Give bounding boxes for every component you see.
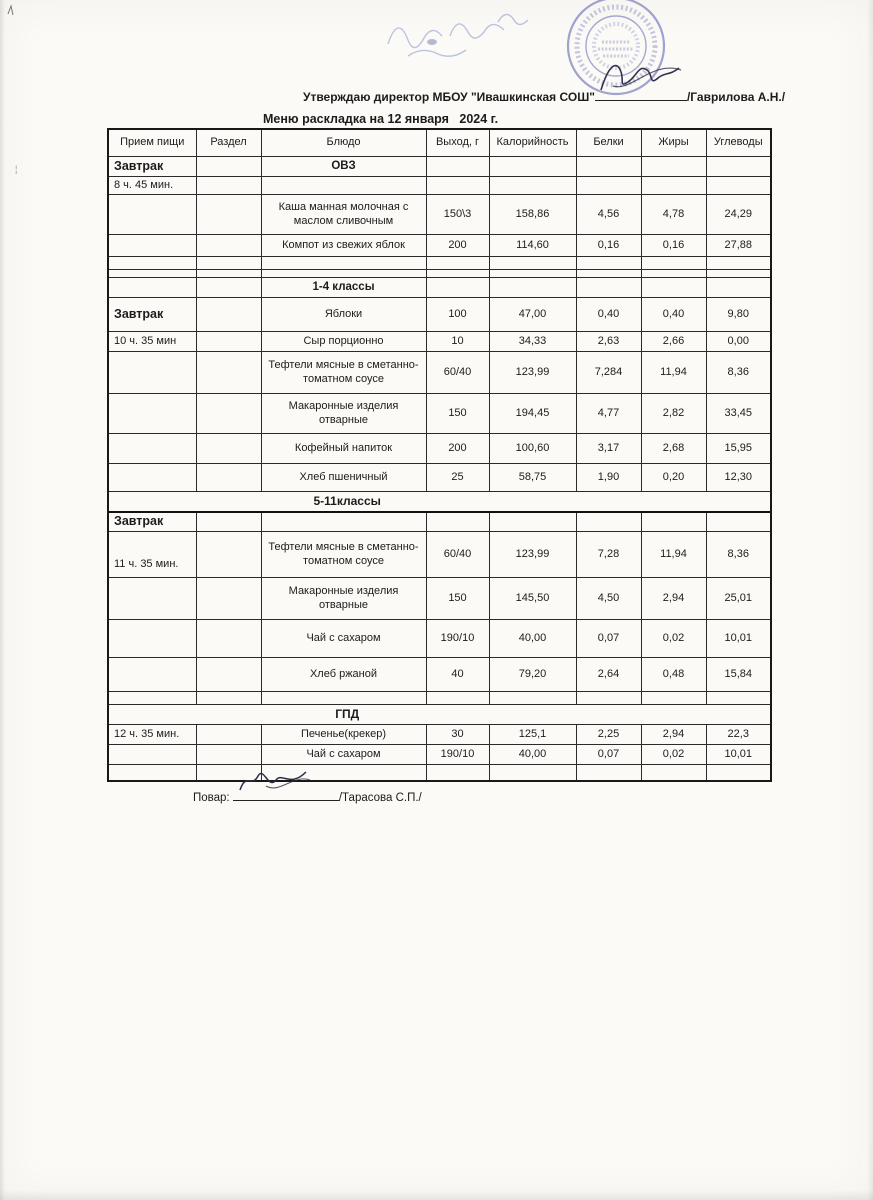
table-cell: Хлеб ржаной: [261, 658, 426, 692]
table-cell: 11,94: [641, 352, 706, 394]
table-cell: 33,45: [706, 394, 771, 434]
table-cell: 40: [426, 658, 489, 692]
table-cell: [489, 278, 576, 298]
table-cell: [196, 434, 261, 464]
table-cell: 12,30: [706, 464, 771, 492]
table-cell: Каша манная молочная с маслом сливочным: [261, 195, 426, 235]
table-cell: [576, 512, 641, 532]
cook-line: [193, 788, 422, 804]
table-cell: 2,63: [576, 332, 641, 352]
table-cell: [196, 692, 261, 705]
table-cell: [108, 464, 196, 492]
table-cell: [196, 195, 261, 235]
column-header: Выход, г: [426, 129, 489, 157]
table-cell: 15,84: [706, 658, 771, 692]
table-cell: [196, 177, 261, 195]
table-cell: [706, 257, 771, 270]
column-header: Блюдо: [261, 129, 426, 157]
table-cell: [108, 745, 196, 765]
table-cell: 123,99: [489, 532, 576, 578]
table-cell: Завтрак: [108, 512, 196, 532]
table-cell: [196, 235, 261, 257]
table-cell: [196, 257, 261, 270]
table-cell: [196, 394, 261, 434]
table-cell: [196, 725, 261, 745]
table-cell: 0,16: [576, 235, 641, 257]
table-cell: 24,29: [706, 195, 771, 235]
table-cell: [196, 745, 261, 765]
table-cell: 145,50: [489, 578, 576, 620]
table-cell: 79,20: [489, 658, 576, 692]
section-band-cell: [108, 492, 771, 512]
table-cell: 60/40: [426, 532, 489, 578]
column-header: Раздел: [196, 129, 261, 157]
table-cell: [641, 157, 706, 177]
table-cell: Чай с сахаром: [261, 745, 426, 765]
table-header-row: [108, 129, 771, 157]
table-cell: 8,36: [706, 352, 771, 394]
table-cell: [196, 298, 261, 332]
table-row: [108, 434, 771, 464]
table-cell: [489, 257, 576, 270]
table-cell: 2,64: [576, 658, 641, 692]
table-cell: [426, 765, 489, 781]
table-cell: 10: [426, 332, 489, 352]
table-cell: 0,48: [641, 658, 706, 692]
table-cell: [426, 512, 489, 532]
table-cell: [426, 177, 489, 195]
table-cell: [108, 578, 196, 620]
table-cell: 34,33: [489, 332, 576, 352]
director-signature-line: [595, 88, 687, 101]
column-header: Жиры: [641, 129, 706, 157]
table-cell: [108, 765, 196, 781]
approval-text: Утверждаю директор МБОУ "Ивашкинская СОШ": [303, 90, 595, 104]
table-cell: [706, 278, 771, 298]
table-cell: [576, 765, 641, 781]
table-cell: [641, 177, 706, 195]
table-cell: 0,07: [576, 745, 641, 765]
table-row: [108, 235, 771, 257]
table-cell: 1,90: [576, 464, 641, 492]
table-cell: [108, 394, 196, 434]
table-cell: [261, 512, 426, 532]
table-cell: 10,01: [706, 620, 771, 658]
table-cell: 4,77: [576, 394, 641, 434]
table-row: [108, 278, 771, 298]
table-cell: [489, 765, 576, 781]
table-cell: [641, 257, 706, 270]
table-row: [108, 352, 771, 394]
scan-mark-icon: [6, 4, 16, 16]
table-cell: [261, 257, 426, 270]
table-cell: 8 ч. 45 мин.: [108, 177, 196, 195]
table-cell: 100,60: [489, 434, 576, 464]
table-cell: 25: [426, 464, 489, 492]
table-cell: [489, 692, 576, 705]
table-cell: [706, 692, 771, 705]
table-cell: [426, 270, 489, 278]
table-cell: 0,02: [641, 620, 706, 658]
table-cell: [576, 257, 641, 270]
table-cell: 158,86: [489, 195, 576, 235]
column-header: Углеводы: [706, 129, 771, 157]
table-cell: 2,94: [641, 578, 706, 620]
table-cell: 3,17: [576, 434, 641, 464]
table-cell: 0,02: [641, 745, 706, 765]
table-cell: [641, 278, 706, 298]
table-cell: [196, 332, 261, 352]
table-cell: Тефтели мясные в сметанно-томатном соусе: [261, 352, 426, 394]
table-cell: 0,20: [641, 464, 706, 492]
table-cell: 40,00: [489, 620, 576, 658]
table-cell: Печенье(крекер): [261, 725, 426, 745]
table-cell: 1-4 классы: [261, 278, 426, 298]
table-cell: 10,01: [706, 745, 771, 765]
table-cell: [261, 270, 426, 278]
table-row: [108, 257, 771, 270]
cook-label: Повар:: [193, 792, 230, 804]
table-cell: 40,00: [489, 745, 576, 765]
table-cell: [641, 512, 706, 532]
table-cell: 0,00: [706, 332, 771, 352]
director-name: /Гаврилова А.Н./: [686, 90, 786, 104]
table-cell: 190/10: [426, 745, 489, 765]
table-row: [108, 298, 771, 332]
table-cell: [641, 692, 706, 705]
table-cell: 190/10: [426, 620, 489, 658]
table-cell: [196, 157, 261, 177]
table-cell: 123,99: [489, 352, 576, 394]
table-cell: [489, 177, 576, 195]
table-cell: [196, 352, 261, 394]
table-cell: 47,00: [489, 298, 576, 332]
table-cell: Макаронные изделия отварные: [261, 394, 426, 434]
menu-table: [107, 128, 772, 782]
table-cell: [706, 765, 771, 781]
table-cell: [426, 157, 489, 177]
table-cell: 7,28: [576, 532, 641, 578]
table-row: [108, 177, 771, 195]
table-cell: 15,95: [706, 434, 771, 464]
table-row: [108, 725, 771, 745]
table-cell: [576, 157, 641, 177]
table-cell: ОВЗ: [261, 157, 426, 177]
table-cell: 2,82: [641, 394, 706, 434]
table-cell: [108, 434, 196, 464]
table-cell: 8,36: [706, 532, 771, 578]
table-cell: 12 ч. 35 мин.: [108, 725, 196, 745]
table-cell: 2,66: [641, 332, 706, 352]
table-cell: Чай с сахаром: [261, 620, 426, 658]
table-cell: [196, 270, 261, 278]
table-cell: [108, 692, 196, 705]
table-cell: [196, 658, 261, 692]
table-row: [108, 745, 771, 765]
table-cell: 30: [426, 725, 489, 745]
table-cell: [196, 512, 261, 532]
table-cell: 150\3: [426, 195, 489, 235]
table-row: [108, 692, 771, 705]
table-cell: 11,94: [641, 532, 706, 578]
table-cell: [196, 464, 261, 492]
document-title: Меню раскладка на 12 января 2024 г.: [263, 112, 499, 126]
table-cell: 2,94: [641, 725, 706, 745]
table-cell: Завтрак: [108, 298, 196, 332]
table-cell: [641, 270, 706, 278]
table-cell: 7,284: [576, 352, 641, 394]
table-cell: 0,07: [576, 620, 641, 658]
column-header: Прием пищи: [108, 129, 196, 157]
table-cell: [196, 578, 261, 620]
table-row: [108, 270, 771, 278]
table-row: [108, 492, 771, 512]
table-cell: [706, 512, 771, 532]
cook-name: /Тарасова С.П./: [338, 792, 422, 804]
table-cell: 9,80: [706, 298, 771, 332]
table-cell: [108, 257, 196, 270]
section-band-cell: [108, 705, 771, 725]
table-cell: 22,3: [706, 725, 771, 745]
table-cell: 125,1: [489, 725, 576, 745]
table-cell: Компот из свежих яблок: [261, 235, 426, 257]
table-cell: 4,50: [576, 578, 641, 620]
table-cell: [261, 692, 426, 705]
column-header: Белки: [576, 129, 641, 157]
table-cell: 194,45: [489, 394, 576, 434]
table-cell: 10 ч. 35 мин: [108, 332, 196, 352]
table-cell: [489, 270, 576, 278]
table-cell: Хлеб пшеничный: [261, 464, 426, 492]
table-row: [108, 332, 771, 352]
table-cell: [706, 270, 771, 278]
table-cell: [108, 270, 196, 278]
table-cell: [108, 352, 196, 394]
table-cell: [576, 278, 641, 298]
table-cell: 2,25: [576, 725, 641, 745]
table-cell: Макаронные изделия отварные: [261, 578, 426, 620]
menu-table-body: [108, 157, 771, 781]
table-cell: [641, 765, 706, 781]
table-row: [108, 620, 771, 658]
table-cell: 100: [426, 298, 489, 332]
table-row: [108, 157, 771, 177]
table-cell: 200: [426, 434, 489, 464]
scan-mark-icon: ¦: [15, 164, 18, 174]
table-cell: [196, 532, 261, 578]
table-row: [108, 512, 771, 532]
table-cell: [196, 278, 261, 298]
table-cell: 150: [426, 394, 489, 434]
table-row: [108, 658, 771, 692]
table-cell: [426, 278, 489, 298]
table-cell: [706, 177, 771, 195]
table-cell: [108, 278, 196, 298]
table-cell: 27,88: [706, 235, 771, 257]
column-header: Калорийность: [489, 129, 576, 157]
section-label: ГПД: [335, 707, 360, 721]
table-cell: [576, 177, 641, 195]
table-cell: 2,68: [641, 434, 706, 464]
table-cell: 0,16: [641, 235, 706, 257]
table-cell: 25,01: [706, 578, 771, 620]
table-cell: [426, 692, 489, 705]
table-row: [108, 394, 771, 434]
table-row: [108, 765, 771, 781]
table-row: [108, 532, 771, 578]
table-cell: 0,40: [641, 298, 706, 332]
table-cell: [108, 235, 196, 257]
table-cell: 58,75: [489, 464, 576, 492]
table-cell: [108, 195, 196, 235]
table-cell: 114,60: [489, 235, 576, 257]
table-cell: Завтрак: [108, 157, 196, 177]
table-cell: Яблоки: [261, 298, 426, 332]
table-row: [108, 195, 771, 235]
handwritten-notes: [378, 2, 563, 64]
table-cell: [576, 692, 641, 705]
table-cell: [196, 620, 261, 658]
table-cell: [706, 157, 771, 177]
table-cell: [489, 157, 576, 177]
section-label: 5-11классы: [313, 493, 381, 508]
approval-line: [303, 88, 785, 104]
table-cell: [261, 177, 426, 195]
ink-blot: [427, 39, 437, 45]
table-cell: [489, 512, 576, 532]
table-row: [108, 578, 771, 620]
table-cell: Кофейный напиток: [261, 434, 426, 464]
table-cell: 60/40: [426, 352, 489, 394]
table-cell: [108, 620, 196, 658]
table-cell: Тефтели мясные в сметанно-томатном соусе: [261, 532, 426, 578]
table-cell: [426, 257, 489, 270]
table-cell: [108, 658, 196, 692]
table-cell: Сыр порционно: [261, 332, 426, 352]
table-cell: 150: [426, 578, 489, 620]
table-row: [108, 705, 771, 725]
table-cell: 0,40: [576, 298, 641, 332]
table-row: [108, 464, 771, 492]
table-cell: 200: [426, 235, 489, 257]
cook-signature-line: [233, 788, 339, 801]
table-cell: 4,56: [576, 195, 641, 235]
table-cell: 4,78: [641, 195, 706, 235]
table-cell: 11 ч. 35 мин.: [108, 532, 196, 578]
table-cell: [576, 270, 641, 278]
